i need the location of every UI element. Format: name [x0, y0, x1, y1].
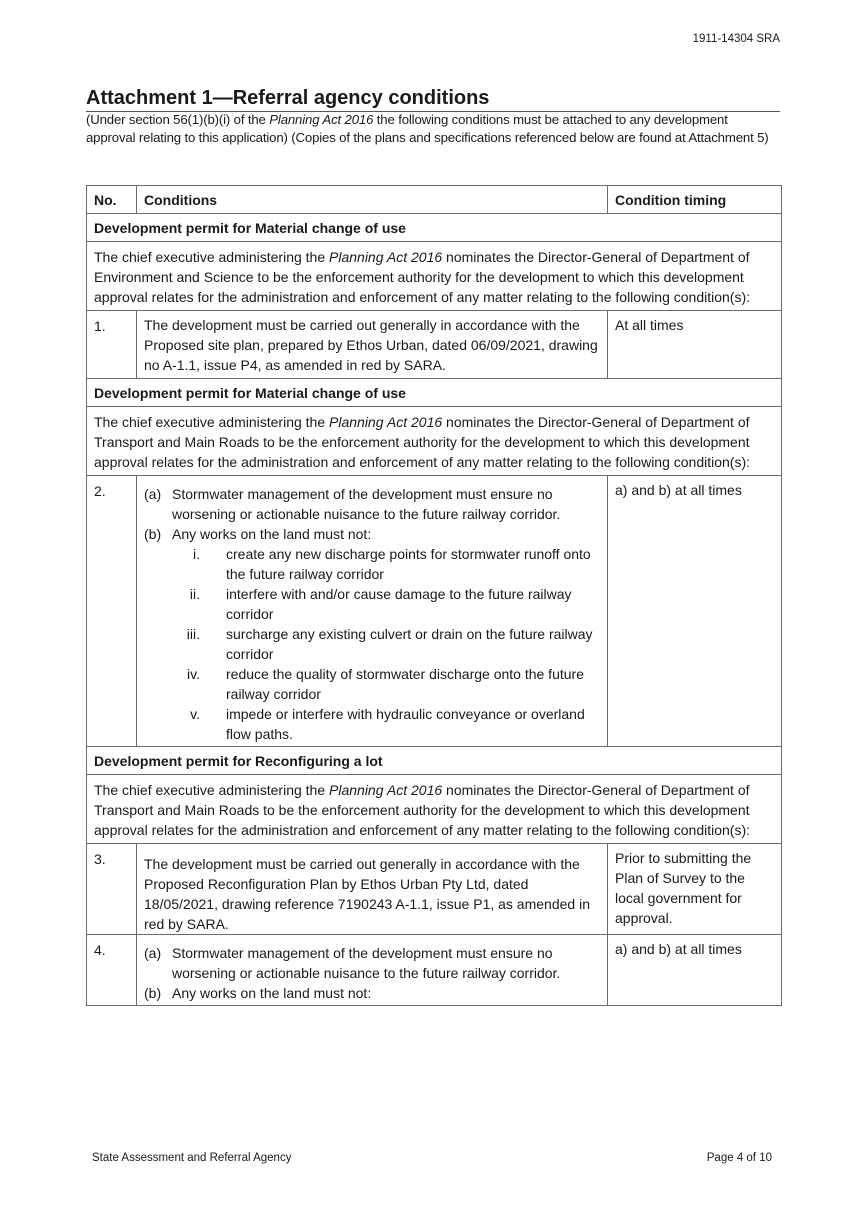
item-text: Any works on the land must not:: [172, 985, 372, 1001]
section-heading: Development permit for Material change of use: [87, 214, 782, 242]
section-heading-row: [87, 379, 782, 407]
footer-agency: State Assessment and Referral Agency: [92, 1152, 292, 1164]
condition-row: [87, 476, 782, 747]
sub-item-label: iii.: [186, 626, 200, 642]
authority-text-end: nominates the Director-General of Department of Environment and Science to be the enforcement authority for the development to which this development approval relates for the administration and enforcement of any matter relating to the following condition(s):: [94, 249, 751, 305]
condition-text: The development must be carried out generally in accordance with the Proposed Reconfiguration Plan by Ethos Urban Pty Ltd, dated 18/05/2021, drawing reference 7190243 A-1.1, issue P1, as amended in red by SARA.: [137, 844, 608, 935]
sub-item-label: ii.: [189, 586, 200, 602]
document-reference: 1911-14304 SRA: [692, 33, 780, 45]
conditions-table: [86, 185, 782, 1006]
authority-act-name: Planning Act 2016: [329, 782, 443, 798]
authority-row: [87, 407, 782, 476]
condition-item-a: [144, 943, 600, 983]
condition-timing: a) and b) at all times: [608, 476, 782, 747]
sub-item-label: iv.: [187, 666, 200, 682]
item-label: (b): [144, 985, 162, 1001]
column-header-conditions: Conditions: [137, 186, 608, 214]
authority-text-start: The chief executive administering the: [94, 249, 330, 265]
condition-text: [137, 476, 608, 747]
authority-row: [87, 775, 782, 844]
column-header-timing: Condition timing: [608, 186, 782, 214]
authority-statement: [87, 775, 782, 844]
condition-row: [87, 311, 782, 379]
item-text: Stormwater management of the development must ensure no worsening or actionable nuisance to the future railway corridor.: [172, 486, 561, 522]
condition-timing: Prior to submitting the Plan of Survey to the local government for approval.: [608, 844, 782, 935]
item-text: Any works on the land must not:: [172, 526, 372, 542]
footer-page-number: Page 4 of 10: [706, 1152, 772, 1164]
sub-item: [144, 624, 600, 664]
authority-act-name: Planning Act 2016: [329, 249, 443, 265]
condition-row: [87, 935, 782, 1006]
intro-act-name: Planning Act 2016: [269, 112, 374, 127]
condition-timing: At all times: [608, 311, 782, 379]
condition-row: [87, 844, 782, 935]
condition-number: 4.: [87, 935, 137, 1006]
sub-item-text: surcharge any existing culvert or drain on the future railway corridor: [226, 626, 593, 662]
authority-statement: [87, 407, 782, 476]
column-header-no: No.: [87, 186, 137, 214]
sub-item: [144, 584, 600, 624]
page-title: Attachment 1—Referral agency conditions: [86, 86, 780, 112]
sub-item: [144, 704, 600, 744]
authority-text-start: The chief executive administering the: [94, 414, 330, 430]
authority-text-end: nominates the Director-General of Department of Transport and Main Roads to be the enforcement authority for the development to which this development approval relates for the administration and enforcement of any matter relating to the following condition(s):: [94, 782, 751, 838]
sub-item-text: reduce the quality of stormwater discharge onto the future railway corridor: [226, 666, 584, 702]
intro-text-end: the following conditions must be attached to any development approval relating to this application) (Copies of the plans and specifications referenced below are found at Attachment 5): [86, 112, 769, 145]
item-label: (a): [144, 486, 162, 502]
section-heading-row: [87, 214, 782, 242]
intro-text-start: (Under section 56(1)(b)(i) of the: [86, 112, 270, 127]
authority-text-end: nominates the Director-General of Department of Transport and Main Roads to be the enforcement authority for the development to which this development approval relates for the administration and enforcement of any matter relating to the following condition(s):: [94, 414, 751, 470]
authority-text-start: The chief executive administering the: [94, 782, 330, 798]
condition-number: 1.: [87, 311, 137, 379]
sub-item-label: i.: [193, 546, 200, 562]
condition-timing: a) and b) at all times: [608, 935, 782, 1006]
sub-item: [144, 664, 600, 704]
sub-item-text: impede or interfere with hydraulic conveyance or overland flow paths.: [226, 706, 585, 742]
section-heading-row: [87, 747, 782, 775]
item-label: (a): [144, 945, 162, 961]
authority-statement: [87, 242, 782, 311]
authority-act-name: Planning Act 2016: [329, 414, 443, 430]
condition-item-b: [144, 524, 600, 544]
sub-item-text: create any new discharge points for stormwater runoff onto the future railway corridor: [226, 546, 591, 582]
sub-item-label: v.: [190, 706, 200, 722]
section-heading: Development permit for Reconfiguring a lot: [87, 747, 782, 775]
authority-row: [87, 242, 782, 311]
condition-text: The development must be carried out generally in accordance with the Proposed site plan, prepared by Ethos Urban, dated 06/09/2021, drawing no A-1.1, issue P4, as amended in red by SARA.: [137, 311, 608, 379]
table-header-row: [87, 186, 782, 214]
sub-item: [144, 544, 600, 584]
condition-number: 2.: [87, 476, 137, 747]
condition-item-a: [144, 484, 600, 524]
item-text: Stormwater management of the development must ensure no worsening or actionable nuisance to the future railway corridor.: [172, 945, 561, 981]
condition-item-b: [144, 983, 600, 1003]
condition-text: [137, 935, 608, 1006]
intro-paragraph: [86, 111, 780, 147]
item-label: (b): [144, 526, 162, 542]
condition-number: 3.: [87, 844, 137, 935]
sub-item-text: interfere with and/or cause damage to the future railway corridor: [226, 586, 572, 622]
section-heading: Development permit for Material change of use: [87, 379, 782, 407]
